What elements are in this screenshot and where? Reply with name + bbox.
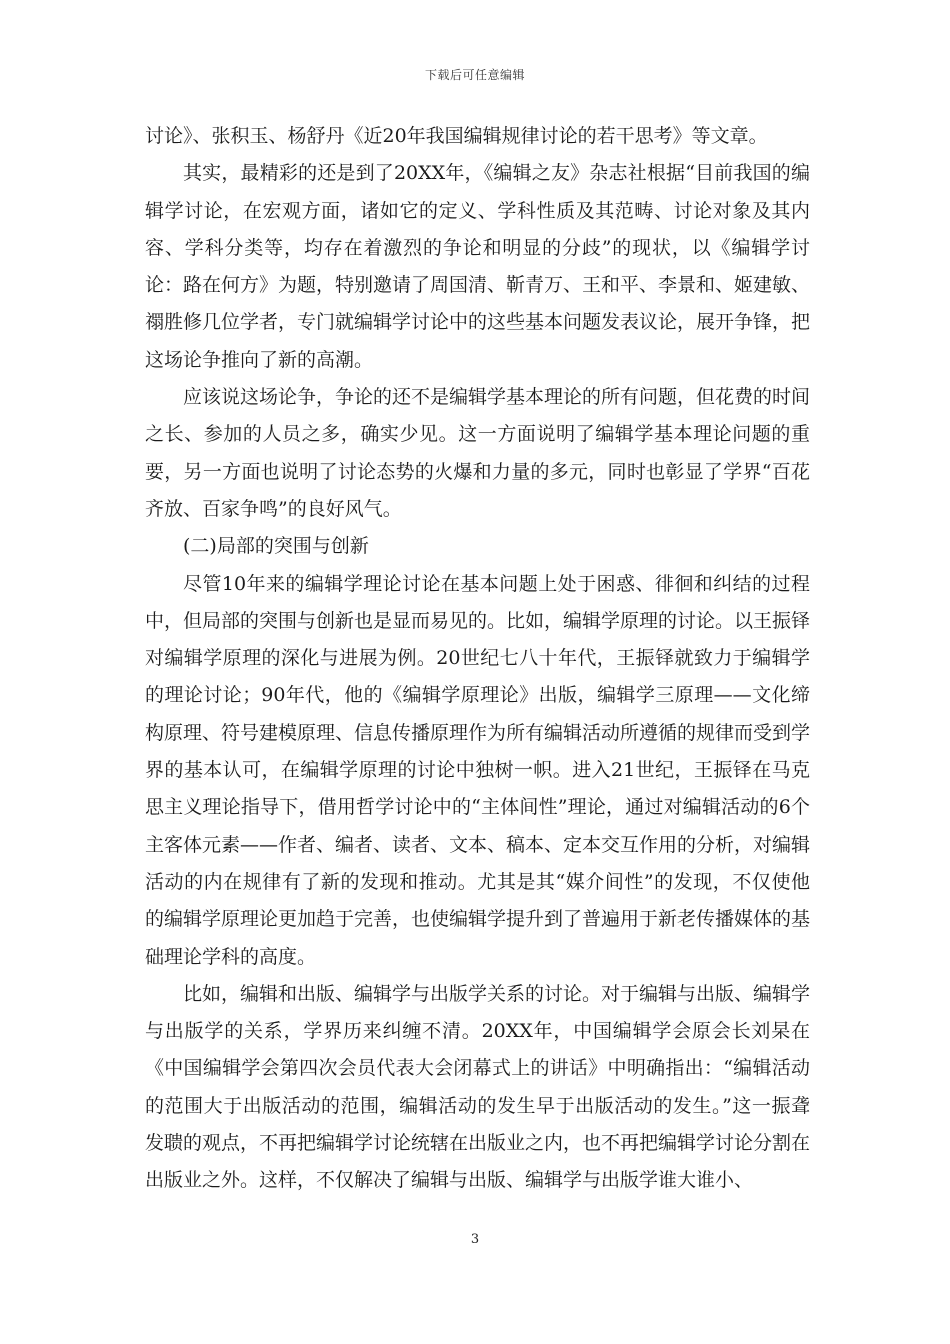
page-number: 3 — [470, 1232, 480, 1247]
paragraph-4: 尽管10年来的编辑学理论讨论在基本问题上处于困惑、徘徊和纠结的过程中，但局部的突围与创新也是显而易见的。比如，编辑学原理的讨论。以王振铎对编辑学原理的深化与进展为例。20世纪七八十年代，王振铎就致力于编辑学的理论讨论；90年代，他的《编辑学原理论》出版，编辑学三原理——文化缔构原理、符号建模原理、信息传播原理作为所有编辑活动所遵循的规律而受到学界的基本认可，在编辑学原理的讨论中独树一帜。进入21世纪，王振铎在马克思主义理论指导下，借用哲学讨论中的“主体间性”理论，通过对编辑活动的6个主客体元素——作者、编者、读者、文本、稿本、定本交互作用的分析，对编辑活动的内在规律有了新的发现和推动。尤其是其“媒介间性”的发现，不仅使他的编辑学原理论更加趋于完善，也使编辑学提升到了普遍用于新老传播媒体的基础理论学科的高度。 — [145, 572, 811, 968]
paragraph-5: 比如，编辑和出版、编辑学与出版学关系的讨论。对于编辑与出版、编辑学与出版学的关系，学界历来纠缠不清。20XX年，中国编辑学会原会长刘杲在《中国编辑学会第四次会员代表大会闭幕式上的讲话》中明确指出：“编辑活动的范围大于出版活动的范围，编辑活动的发生早于出版活动的发生。”这一振聋发聩的观点，不再把编辑学讨论统辖在出版业之内，也不再把编辑学讨论分割在出版业之外。这样，不仅解决了编辑与出版、编辑学与出版学谁大谁小、 — [145, 982, 811, 1192]
paragraph-3: 应该说这场论争，争论的还不是编辑学基本理论的所有问题，但花费的时间之长、参加的人员之多，确实少见。这一方面说明了编辑学基本理论问题的重要，另一方面也说明了讨论态势的火爆和力量的多元，同时也彰显了学界“百花齐放、百家争鸣”的良好风气。 — [145, 386, 811, 520]
document-body — [145, 118, 810, 1200]
paragraph-1: 讨论》、张积玉、杨舒丹《近20年我国编辑规律讨论的若干思考》等文章。 — [145, 125, 768, 147]
paragraph-2: 其实，最精彩的还是到了20XX年，《编辑之友》杂志社根据“目前我国的编辑学讨论，在宏观方面，诸如它的定义、学科性质及其范畴、讨论对象及其内容、学科分类等，均存在着激烈的争论和明显的分歧”的现状，以《编辑学讨论：路在何方》为题，特别邀请了周国清、靳青万、王和平、李景和、姬建敏、禤胜修几位学者，专门就编辑学讨论中的这些基本问题发表议论，展开争锋，把这场论争推向了新的高潮。 — [145, 162, 811, 371]
section-heading: (二)局部的突围与创新 — [183, 535, 369, 558]
page-header: 下载后可任意编辑 — [424, 68, 525, 82]
